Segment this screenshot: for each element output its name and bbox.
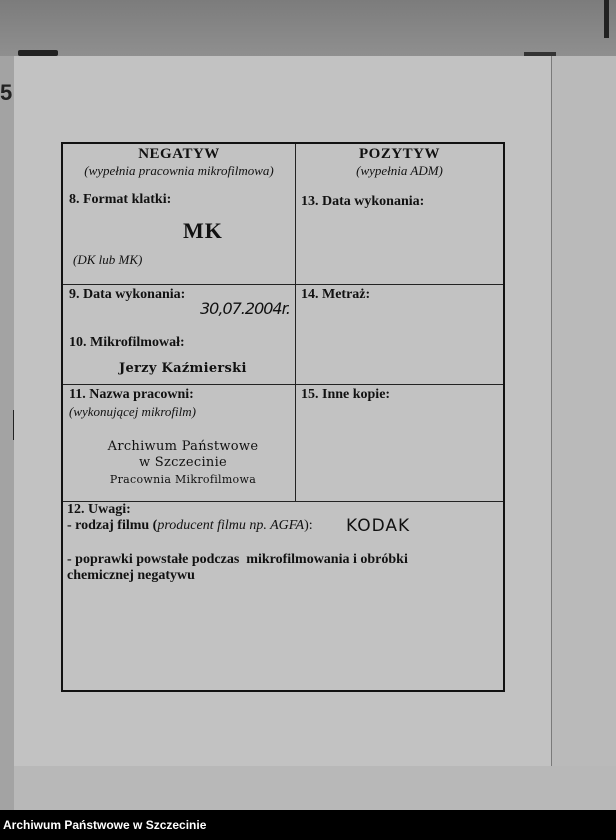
field8-label: 8. Format klatki: [69, 192, 172, 207]
field11-section [63, 385, 295, 501]
registration-mark-top-right [524, 52, 556, 56]
field13-label: 13. Data wykonania: [301, 194, 425, 209]
film-type-prefix: - rodzaj filmu ( [67, 518, 158, 533]
film-mark-vertical [604, 0, 609, 38]
pozytyw-subtitle: (wypełnia ADM) [356, 163, 443, 178]
frame-edge-number: 5 [0, 80, 13, 105]
corrections-line1: - poprawki powstałe podczas mikrofilmowania i obróbki [67, 552, 408, 567]
film-type-value: KODAK [346, 516, 411, 536]
stamp-line3: Pracownia Mikrofilmowa [109, 473, 257, 486]
page-lower-margin [14, 766, 616, 810]
adjacent-page-edge [551, 56, 616, 766]
negatyw-subtitle: (wypełnia pracownia mikrofilmowa) [84, 163, 274, 178]
field12-section [63, 502, 503, 690]
film-type-suffix: ): [304, 518, 313, 533]
field9-value: 30,07.2004r. [200, 299, 290, 318]
field10-label: 10. Mikrofilmował: [69, 335, 185, 350]
footer-institution: Archiwum Państwowe w Szczecinie [0, 810, 616, 840]
field14-section [296, 285, 503, 384]
field15-label: 15. Inne kopie: [301, 387, 391, 402]
field11-label: 11. Nazwa pracowni: [69, 387, 194, 402]
field8-value: MK [183, 218, 223, 243]
pozytyw-section [296, 144, 503, 284]
microfilm-form [61, 142, 505, 692]
field10-value: Jerzy Kaźmierski [119, 361, 247, 376]
field9-label: 9. Data wykonania: [69, 287, 186, 302]
negatyw-section [63, 144, 295, 284]
field14-label: 14. Metraż: [301, 287, 371, 302]
pozytyw-title: POZYTYW [358, 146, 440, 162]
film-strip-left [0, 56, 14, 810]
film-type-hint: producent filmu np. AGFA [157, 518, 305, 533]
registration-mark-top-left [18, 50, 58, 56]
corrections-line2: chemicznej negatywu [67, 568, 195, 583]
film-strip-top [0, 0, 616, 56]
field12-label: 12. Uwagi: [67, 502, 131, 517]
field9-10-section [63, 285, 295, 384]
field8-hint: (DK lub MK) [73, 252, 143, 267]
stamp-line1: Archiwum Państwowe [107, 439, 259, 454]
negatyw-title: NEGATYW [138, 146, 220, 162]
stamp-line2: w Szczecinie [138, 455, 228, 470]
field11-hint: (wykonującej mikrofilm) [69, 404, 196, 419]
film-type-line [67, 518, 313, 534]
field15-section [296, 385, 503, 501]
